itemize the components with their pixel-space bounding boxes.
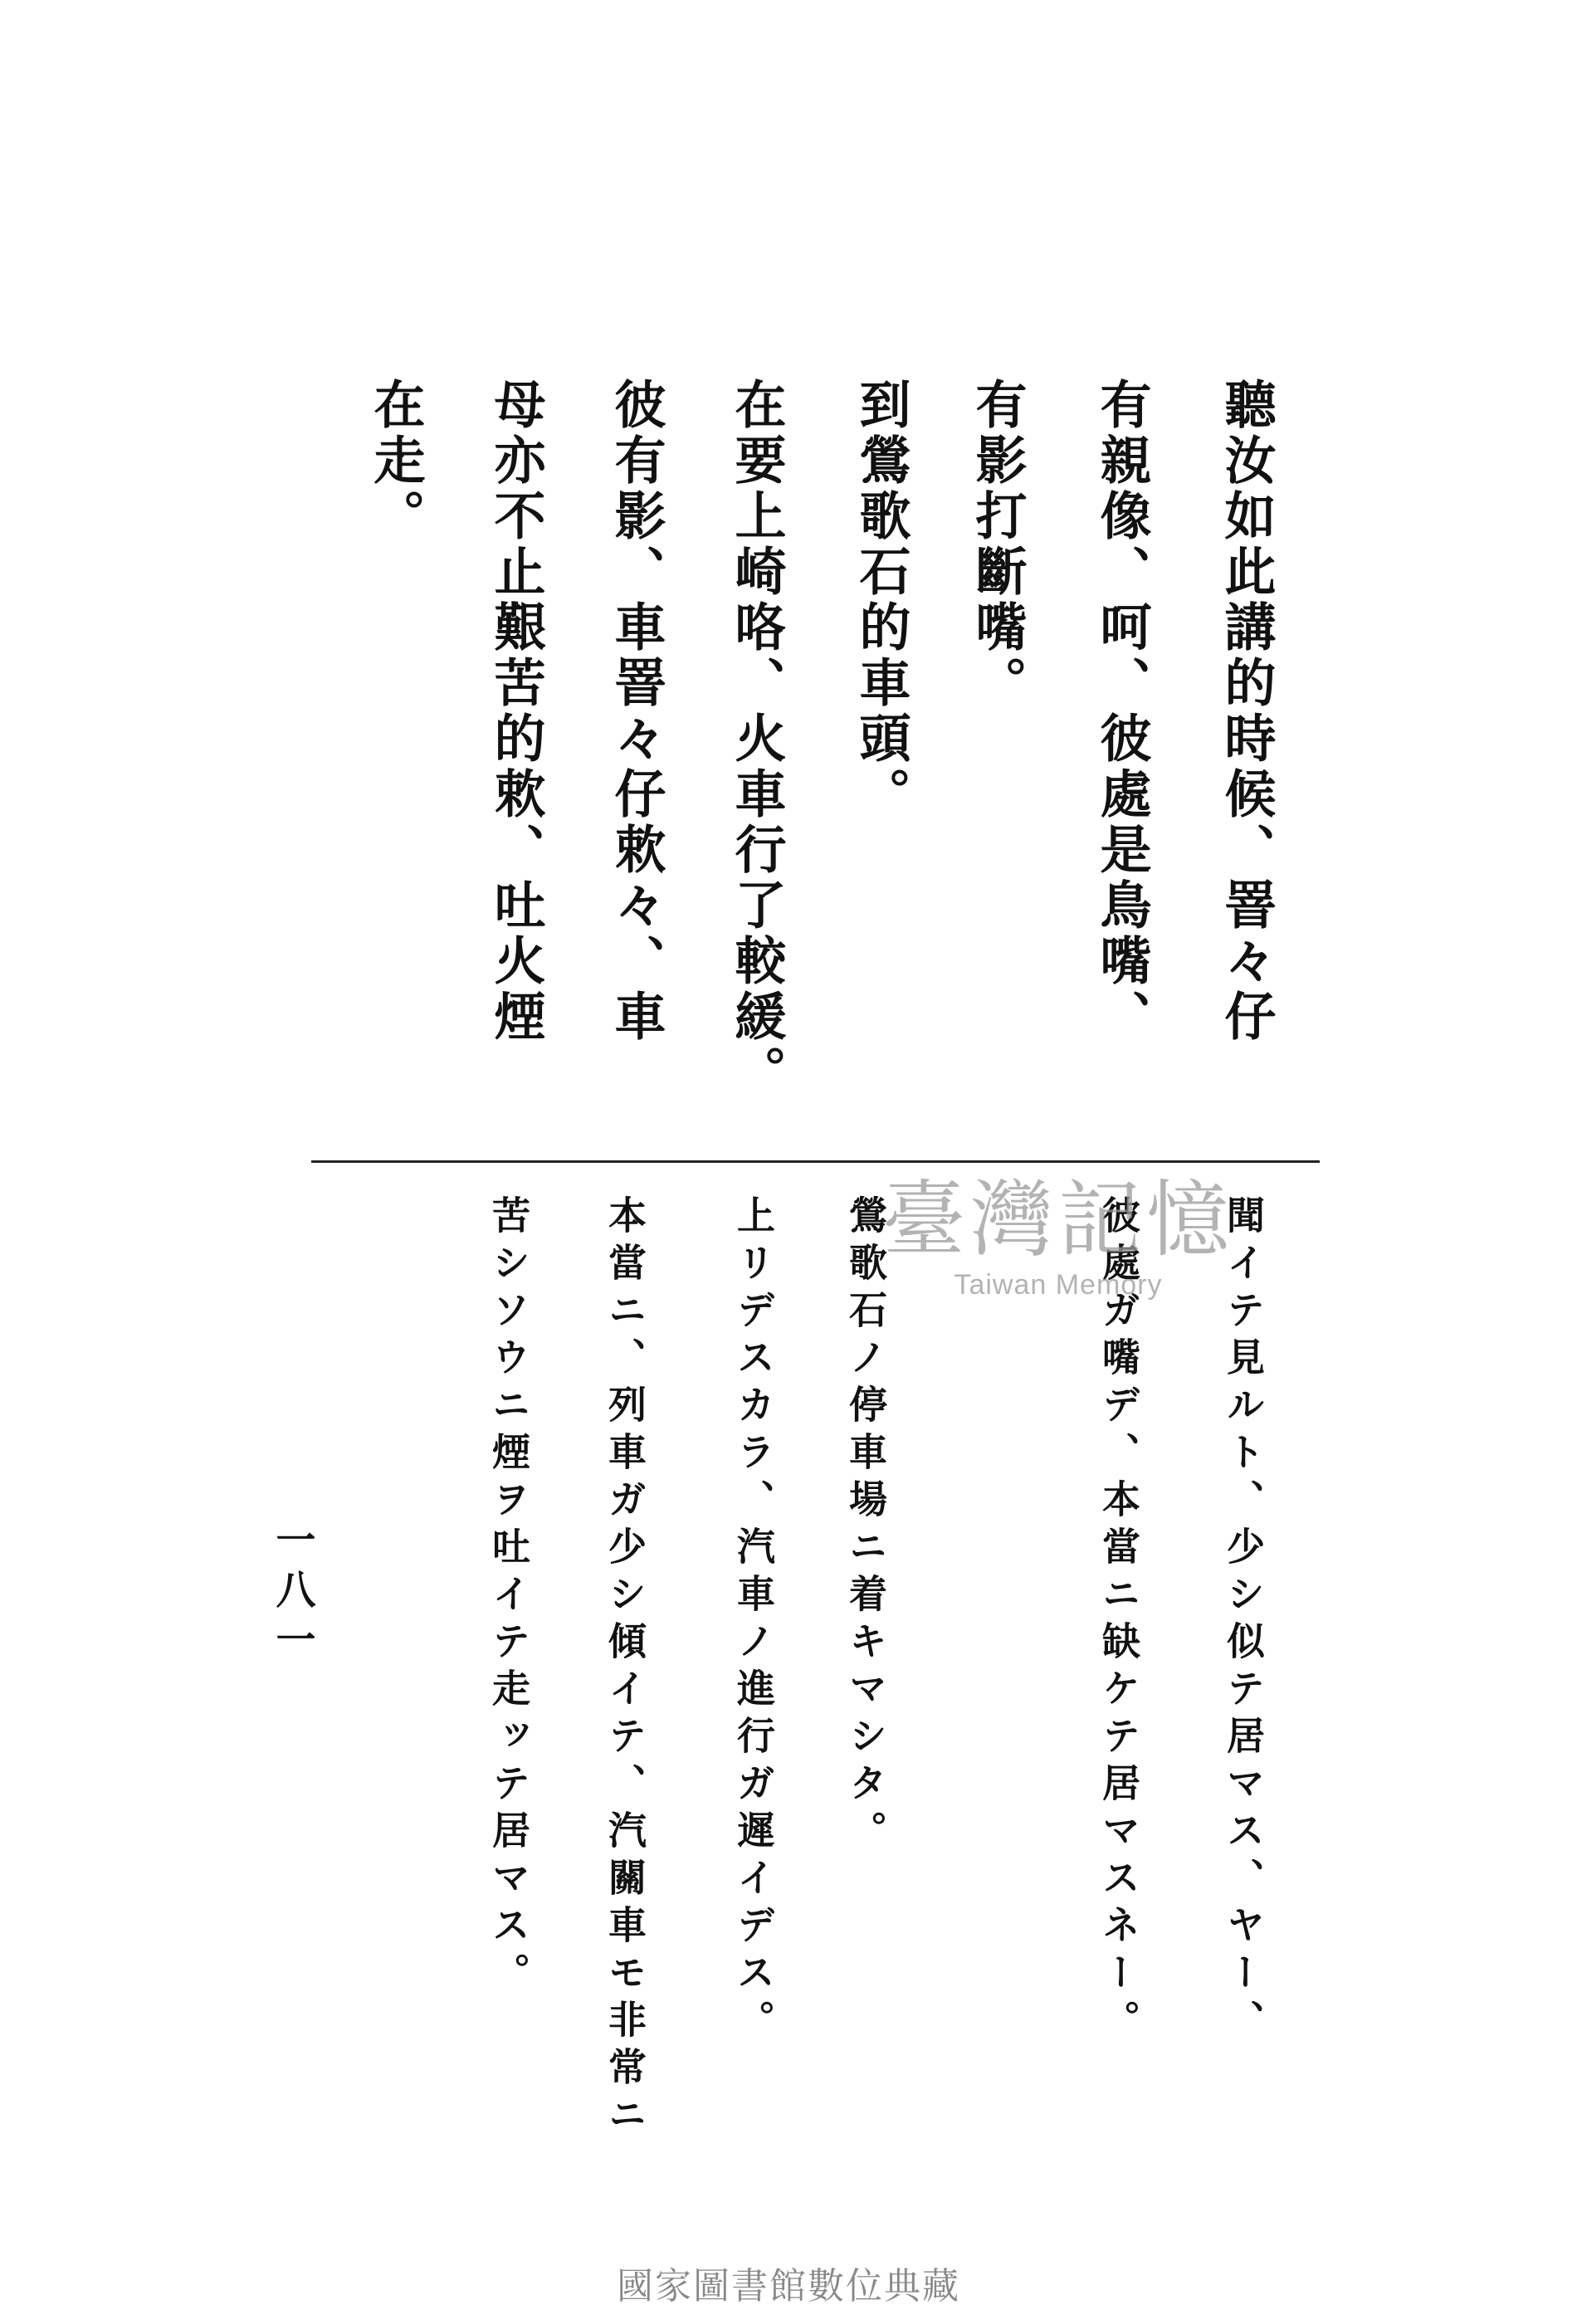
upper-column: 母亦不止艱苦的欶、吐火煙 <box>486 378 546 1045</box>
lower-column: 苦シソウニ煙ヲ吐イテ走ッテ居マス。 <box>486 1195 531 1999</box>
upper-column: 聽汝如此講的時候、罯々仔 <box>1216 378 1277 1045</box>
lower-column: 本當ニ、列車ガ少シ傾イテ、汽關車モ非常ニ <box>603 1195 647 2141</box>
section-divider <box>311 1160 1320 1163</box>
lower-column: 彼處ガ嘴デ、本當ニ缺ケテ居マスネー。 <box>1096 1195 1141 2047</box>
upper-column: 有親像、呵、彼處是鳥嘴、 <box>1091 378 1152 1045</box>
upper-column: 彼有影、車罯々仔欶々、車 <box>606 378 666 1045</box>
upper-column: 在要上崎咯、火車行了較緩。 <box>726 378 787 1101</box>
footer-caption: 國家圖書館數位典藏 <box>617 2265 960 2307</box>
lower-column: 聞イテ見ルト、少シ似テ居マス、ヤー、 <box>1221 1195 1266 2047</box>
lower-column: 上リデスカラ、汽車ノ進行ガ遲イデス。 <box>731 1195 776 2047</box>
lower-column: 鶯歌石ノ停車場ニ着キマシタ。 <box>843 1195 888 1858</box>
watermark-subtitle: Taiwan Memory <box>954 1269 1163 1301</box>
upper-column: 在走。 <box>365 378 426 544</box>
upper-column: 有影打斷嘴。 <box>967 378 1028 711</box>
watermark-title: 臺灣記憶 <box>882 1171 1234 1268</box>
page-number: 一八一 <box>269 1519 315 1668</box>
upper-column: 到鶯歌石的車頭。 <box>851 378 911 823</box>
